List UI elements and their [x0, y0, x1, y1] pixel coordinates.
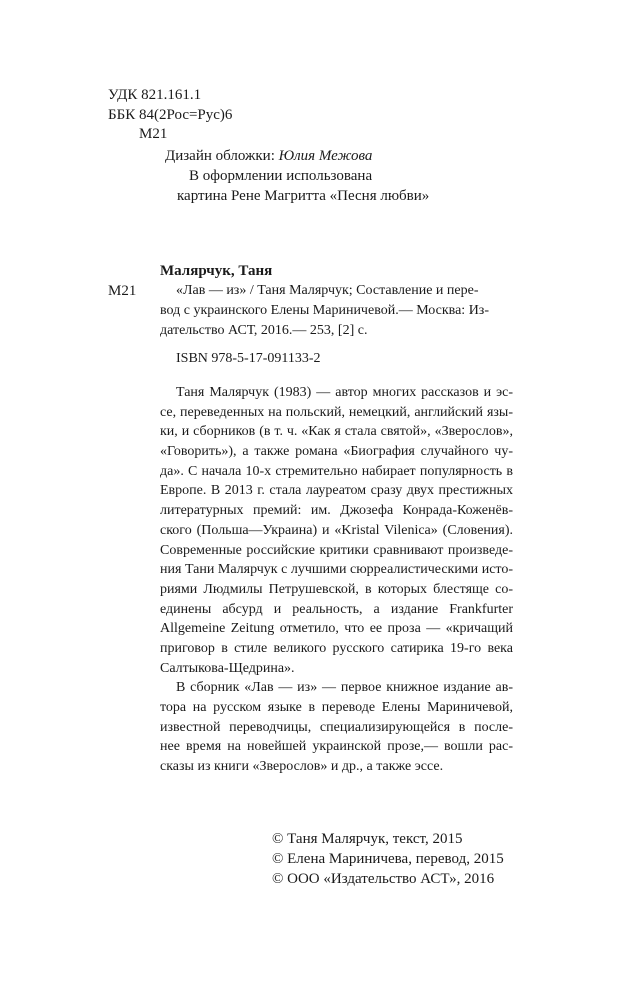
annotation-line: сказы из книги «Зверослов» и др., а также эссе. — [160, 759, 444, 775]
annotation-line: Таня Малярчук (1983) — автор многих рассказов и эс- — [176, 385, 513, 400]
annotation-line: В сборник «Лав — из» — первое книжное издание ав- — [176, 680, 513, 696]
udk-code: УДК 821.161.1 — [108, 87, 202, 103]
annotation-line: Allgemeine Zeitung отметило, что ее проза — «кричащий — [160, 621, 513, 637]
design-used-line: В оформлении использована — [189, 168, 373, 184]
classification-block — [108, 86, 232, 145]
copyright-line: © Таня Малярчук, текст, 2015 — [272, 831, 463, 847]
bibliographic-description — [160, 281, 512, 341]
biblio-line: вод с украинского Елены Мариничевой.— Москва: Из- — [160, 303, 489, 318]
cover-designer-name: Юлия Межова — [278, 148, 373, 164]
annotation-line: ского (Польша—Украина) и «Kristal Vilenica» (Словения). — [160, 522, 513, 538]
annotation-line: се, переведенных на польский, немецкий, английский язы- — [160, 404, 513, 420]
side-author-mark: М21 — [108, 283, 137, 299]
annotation-line: приговор в стиле великого русского сатирика 19-го века — [160, 640, 513, 656]
cover-design-line — [165, 146, 429, 166]
author-mark: М21 — [139, 126, 168, 142]
copyright-line: © Елена Мариничева, перевод, 2015 — [272, 851, 504, 867]
copyright-line: © ООО «Издательство АСТ», 2016 — [272, 871, 495, 887]
bbk-code: ББК 84(2Рос=Рус)6 — [108, 106, 233, 123]
annotation-line: известной переводчицы, специализирующейся в после- — [160, 719, 513, 735]
credits-block — [165, 146, 429, 206]
annotation-line: Современные российские критики сравнивают произведе- — [160, 542, 513, 558]
annotation-line: да». С начала 10-х стремительно набирает популярность в — [160, 463, 513, 479]
annotation-line: Европе. В 2013 г. стала лауреатом сразу двух престижных — [160, 483, 513, 499]
isbn: ISBN 978-5-17-091133-2 — [176, 351, 321, 366]
annotation-line: «Говорить»), а также романа «Биография случайного чу- — [160, 444, 513, 460]
biblio-line: дательство АСТ, 2016.— 253, [2] с. — [160, 323, 368, 338]
painting-line: картина Рене Магритта «Песня любви» — [177, 188, 430, 204]
annotation-block — [160, 383, 513, 777]
annotation-line: Салтыкова-Щедрина». — [160, 660, 295, 676]
annotation-line: единены абсурд и реальность, а издание Frankfurter — [160, 601, 513, 617]
biblio-line: «Лав — из» / Таня Малярчук; Составление и пере- — [176, 283, 479, 298]
annotation-line: нее время на новейшей украинской прозе,— вошли рас- — [160, 739, 513, 755]
copyright-block — [272, 829, 504, 889]
annotation-line: тора на русском языке в переводе Елены Мариничевой, — [160, 700, 513, 715]
annotation-line: ки, и сборников (в т. ч. «Как я стала святой», «Зверослов», — [160, 424, 513, 440]
annotation-line: литературных премий: им. Джозефа Конрада-Коженёв- — [160, 503, 513, 519]
annotation-line: ния Тани Малярчук с лучшими сюрреалистическими исто- — [160, 562, 513, 578]
author-heading: Малярчук, Таня — [160, 263, 273, 279]
cover-design-label: Дизайн обложки: — [165, 148, 275, 164]
annotation-line: риями Людмилы Петрушевской, в которых блестяще со- — [160, 581, 513, 597]
